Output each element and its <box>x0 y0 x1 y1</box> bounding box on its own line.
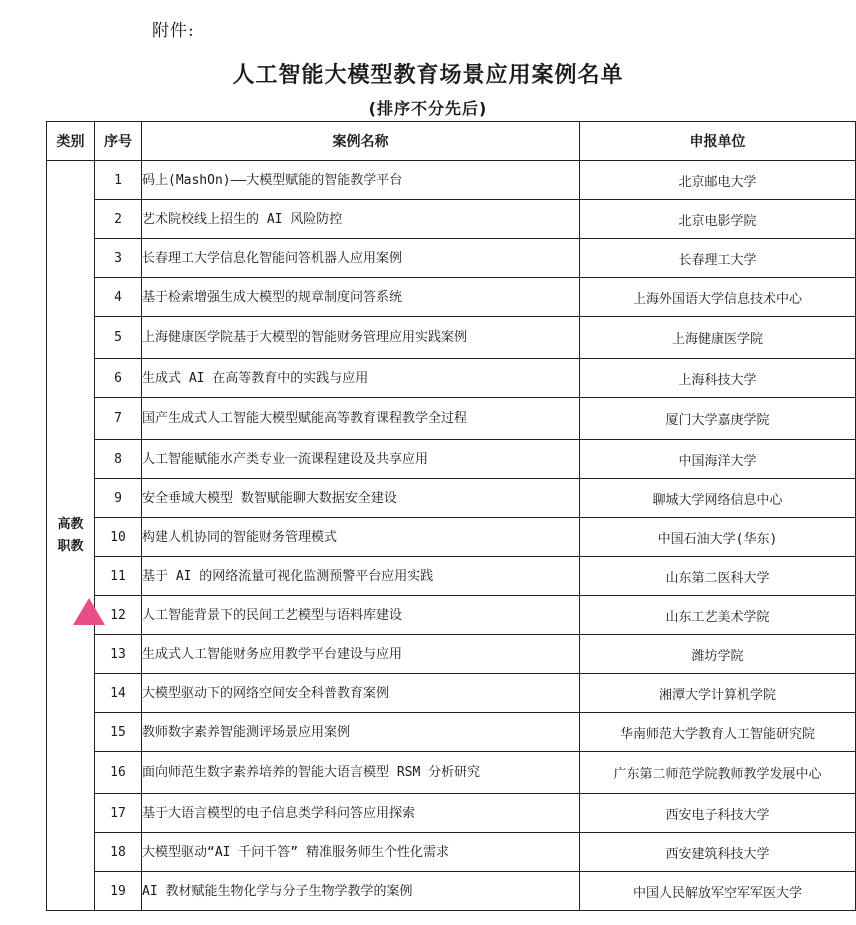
case-name: 安全垂域大模型 数智赋能聊大数据安全建设 <box>142 479 580 518</box>
applicant-unit: 聊城大学网络信息中心 <box>580 479 856 518</box>
applicant-unit: 北京邮电大学 <box>580 161 856 200</box>
row-number: 1 <box>95 161 142 200</box>
row-number: 13 <box>95 635 142 674</box>
case-list-table <box>46 121 856 911</box>
case-name: 基于大语言模型的电子信息类学科问答应用探索 <box>142 794 580 833</box>
applicant-unit: 中国人民解放军空军军医大学 <box>580 872 856 911</box>
case-name: 构建人机协同的智能财务管理模式 <box>142 518 580 557</box>
table-row <box>47 794 856 833</box>
case-name: 上海健康医学院基于大模型的智能财务管理应用实践案例 <box>142 317 580 359</box>
category-label: 职教 <box>57 538 84 554</box>
applicant-unit: 西安建筑科技大学 <box>580 833 856 872</box>
row-number: 16 <box>95 752 142 794</box>
table-row <box>47 239 856 278</box>
table-row <box>47 518 856 557</box>
row-number: 7 <box>95 398 142 440</box>
table-row <box>47 398 856 440</box>
category-label: 高教 <box>57 516 84 532</box>
applicant-unit: 中国海洋大学 <box>580 440 856 479</box>
table-row <box>47 161 856 200</box>
applicant-unit: 上海健康医学院 <box>580 317 856 359</box>
applicant-unit: 西安电子科技大学 <box>580 794 856 833</box>
applicant-unit: 湘潭大学计算机学院 <box>580 674 856 713</box>
applicant-unit: 广东第二师范学院教师教学发展中心 <box>580 752 856 794</box>
row-number: 18 <box>95 833 142 872</box>
row-number: 15 <box>95 713 142 752</box>
document-title: 人工智能大模型教育场景应用案例名单 <box>232 63 624 88</box>
row-number: 9 <box>95 479 142 518</box>
case-name: 码上(MashOn)——大模型赋能的智能教学平台 <box>142 161 580 200</box>
row-number: 17 <box>95 794 142 833</box>
row-number: 6 <box>95 359 142 398</box>
header-number: 序号 <box>95 122 142 161</box>
table-row <box>47 317 856 359</box>
table-row <box>47 359 856 398</box>
applicant-unit: 上海外国语大学信息技术中心 <box>580 278 856 317</box>
case-name: 教师数字素养智能测评场景应用案例 <box>142 713 580 752</box>
case-name: AI 教材赋能生物化学与分子生物学教学的案例 <box>142 872 580 911</box>
row-number: 14 <box>95 674 142 713</box>
applicant-unit: 华南师范大学教育人工智能研究院 <box>580 713 856 752</box>
case-name: 基于 AI 的网络流量可视化监测预警平台应用实践 <box>142 557 580 596</box>
applicant-unit: 北京电影学院 <box>580 200 856 239</box>
table-row <box>47 278 856 317</box>
case-name: 面向师范生数字素养培养的智能大语言模型 RSM 分析研究 <box>142 752 580 794</box>
table-row <box>47 713 856 752</box>
case-name: 大模型驱动“AI 千问千答” 精准服务师生个性化需求 <box>142 833 580 872</box>
row-number: 12 <box>95 596 142 635</box>
applicant-unit: 上海科技大学 <box>580 359 856 398</box>
case-name: 人工智能背景下的民间工艺模型与语料库建设 <box>142 596 580 635</box>
row-number: 3 <box>95 239 142 278</box>
row-number: 10 <box>95 518 142 557</box>
table-row <box>47 752 856 794</box>
table-row <box>47 833 856 872</box>
header-case-name: 案例名称 <box>142 122 580 161</box>
row-number: 8 <box>95 440 142 479</box>
case-name: 生成式 AI 在高等教育中的实践与应用 <box>142 359 580 398</box>
table-header-row <box>47 122 856 161</box>
applicant-unit: 中国石油大学(华东) <box>580 518 856 557</box>
case-name: 国产生成式人工智能大模型赋能高等教育课程教学全过程 <box>142 398 580 440</box>
category-cell <box>47 161 95 911</box>
table-row <box>47 440 856 479</box>
row-number: 19 <box>95 872 142 911</box>
document-subtitle: (排序不分先后) <box>368 99 488 118</box>
row-number: 2 <box>95 200 142 239</box>
header-category: 类别 <box>47 122 95 161</box>
header-unit: 申报单位 <box>580 122 856 161</box>
case-name: 大模型驱动下的网络空间安全科普教育案例 <box>142 674 580 713</box>
table-row <box>47 596 856 635</box>
table-row <box>47 674 856 713</box>
case-name: 长春理工大学信息化智能问答机器人应用案例 <box>142 239 580 278</box>
table-row <box>47 200 856 239</box>
case-name: 基于检索增强生成大模型的规章制度问答系统 <box>142 278 580 317</box>
applicant-unit: 长春理工大学 <box>580 239 856 278</box>
case-name: 生成式人工智能财务应用教学平台建设与应用 <box>142 635 580 674</box>
applicant-unit: 潍坊学院 <box>580 635 856 674</box>
table-row <box>47 557 856 596</box>
row-number: 11 <box>95 557 142 596</box>
table-row <box>47 872 856 911</box>
applicant-unit: 山东第二医科大学 <box>580 557 856 596</box>
attachment-label: 附件: <box>152 21 195 41</box>
applicant-unit: 山东工艺美术学院 <box>580 596 856 635</box>
row-number: 4 <box>95 278 142 317</box>
table-row <box>47 479 856 518</box>
row-number: 5 <box>95 317 142 359</box>
case-name: 艺术院校线上招生的 AI 风险防控 <box>142 200 580 239</box>
triangle-marker-icon <box>73 598 105 625</box>
case-name: 人工智能赋能水产类专业一流课程建设及共享应用 <box>142 440 580 479</box>
table-row <box>47 635 856 674</box>
applicant-unit: 厦门大学嘉庚学院 <box>580 398 856 440</box>
